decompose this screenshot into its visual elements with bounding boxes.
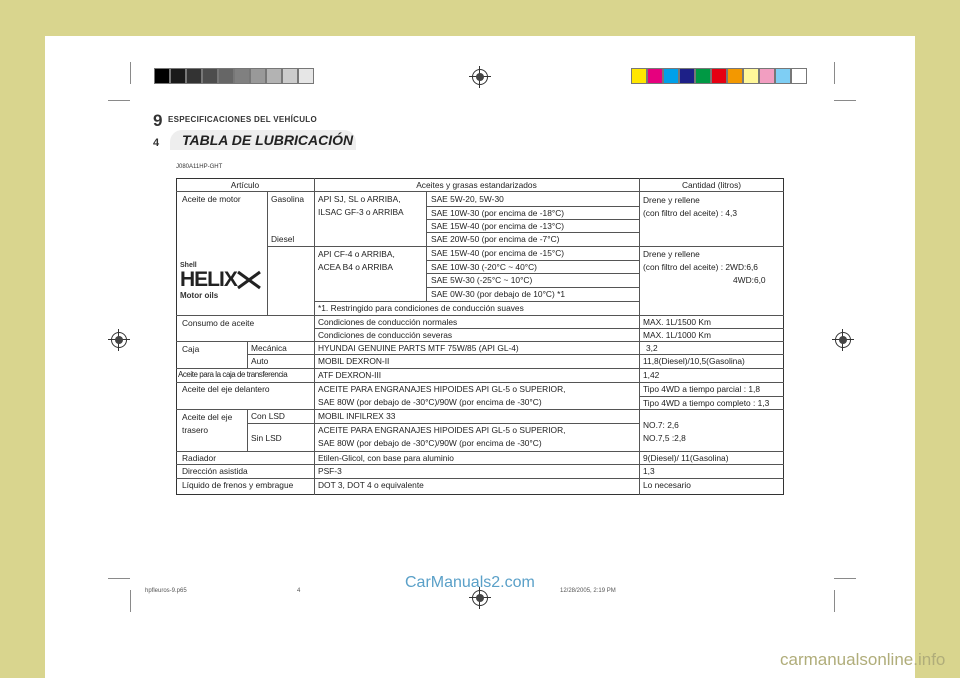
watermark: CarManuals2.com: [405, 574, 535, 591]
watermark: carmanualsonline.info: [780, 650, 946, 669]
engine-gas-quantity: (con filtro del aceite) : 4,3: [643, 208, 738, 218]
registration-mark-icon: [469, 66, 491, 88]
rear-axle-label: trasero: [182, 425, 209, 435]
gray-swatch: [267, 69, 281, 83]
crop-mark: [834, 590, 835, 612]
transmission-label: Caja: [182, 344, 200, 354]
power-steering-spec: PSF-3: [318, 466, 342, 476]
front-axle-qty: Tipo 4WD a tiempo completo : 1,3: [643, 398, 770, 408]
gray-swatch: [251, 69, 265, 83]
brake-fluid-label: Líquido de frenos y embrague: [182, 480, 294, 490]
engine-oil-label: Aceite de motor: [182, 194, 241, 204]
gasoline-grade: SAE 20W-50 (por encima de -7°C): [431, 234, 560, 244]
engine-diesel-quantity: (con filtro del aceite) : 2WD:6,6: [643, 262, 758, 272]
color-swatch: [760, 69, 774, 83]
color-swatch: [648, 69, 662, 83]
transfer-case-spec: ATF DEXRON-III: [318, 370, 382, 380]
footer-date: 12/28/2005, 2:19 PM: [560, 588, 616, 594]
color-swatch: [776, 69, 790, 83]
rear-axle-qty: NO.7: 2,6: [643, 420, 679, 430]
engine-diesel-quantity: Drene y rellene: [643, 249, 700, 259]
auto-label: Auto: [251, 356, 269, 366]
front-axle-label: Aceite del eje delantero: [182, 384, 270, 394]
footer-page: 4: [297, 588, 301, 594]
rear-axle-qty: NO.7,5 :2,8: [643, 433, 686, 443]
helix-swoosh-icon: [236, 270, 262, 290]
logo-subtitle: Motor oils: [180, 291, 219, 300]
power-steering-label: Dirección asistida: [182, 466, 248, 476]
gray-swatch: [219, 69, 233, 83]
gasoline-spec: ILSAC GF-3 o ARRIBA: [318, 207, 404, 217]
auto-qty: 11,8(Diesel)/10,5(Gasolina): [643, 356, 745, 366]
column-divider: [267, 191, 268, 315]
section-number: 9: [153, 111, 163, 130]
color-swatch: [712, 69, 726, 83]
crop-mark: [834, 62, 835, 84]
color-swatch: [744, 69, 758, 83]
registration-mark-icon: [108, 329, 130, 351]
manual-spec: HYUNDAI GENUINE PARTS MTF 75W/85 (API GL-4): [318, 343, 519, 353]
diesel-grade: SAE 5W-30 (-25°C ~ 10°C): [431, 275, 533, 285]
gray-swatch: [283, 69, 297, 83]
without-lsd-label: Sin LSD: [251, 433, 282, 443]
crop-mark: [108, 578, 130, 579]
color-swatch: [632, 69, 646, 83]
oil-consumption-label: Consumo de aceite: [182, 318, 255, 328]
with-lsd-spec: MOBIL INFILREX 33: [318, 411, 396, 421]
color-swatch: [680, 69, 694, 83]
gray-swatch: [299, 69, 313, 83]
header-articulo: Artículo: [230, 180, 260, 190]
radiator-qty: 9(Diesel)/ 11(Gasolina): [643, 453, 729, 463]
front-axle-spec: ACEITE PARA ENGRANAJES HIPOIDES API GL-5 o SUPERIOR,: [318, 384, 566, 394]
oil-consumption-severe-qty: MAX. 1L/1000 Km: [643, 330, 711, 340]
engine-gas-quantity: Drene y rellene: [643, 195, 700, 205]
diesel-grade: SAE 0W-30 (por debajo de 10°C) *1: [431, 289, 566, 299]
front-axle-qty: Tipo 4WD a tiempo parcial : 1,8: [643, 384, 760, 394]
document-code: J080A11HP-GHT: [176, 164, 223, 170]
radiator-spec: Etilen-Glicol, con base para aluminio: [318, 453, 454, 463]
row-divider: [176, 191, 784, 192]
color-swatch: [664, 69, 678, 83]
page-number: 4: [153, 137, 160, 149]
with-lsd-label: Con LSD: [251, 411, 285, 421]
section-title: ESPECIFICACIONES DEL VEHÍCULO: [168, 115, 318, 124]
crop-mark: [834, 100, 856, 101]
power-steering-qty: 1,3: [643, 466, 655, 476]
header-cantidad: Cantidad (litros): [681, 180, 742, 190]
column-divider: [247, 409, 248, 451]
oil-consumption-normal: Condiciones de conducción normales: [318, 317, 458, 327]
transfer-case-qty: 1,42: [643, 370, 660, 380]
auto-spec: MOBIL DEXRON-II: [318, 356, 390, 366]
brake-fluid-qty: Lo necesario: [643, 480, 691, 490]
logo-brand: Shell: [180, 262, 197, 269]
transfer-case-label: Aceite para la caja de transferencia: [178, 370, 288, 379]
column-divider: [639, 178, 640, 495]
front-axle-spec: SAE 80W (por debajo de -30°C)/90W (por encima de -30°C): [318, 397, 542, 407]
oil-consumption-severe: Condiciones de conducción severas: [318, 330, 453, 340]
logo-product: HELIX: [180, 268, 237, 291]
crop-mark: [130, 590, 131, 612]
brake-fluid-spec: DOT 3, DOT 4 o equivalente: [318, 480, 424, 490]
gasoline-grade: SAE 5W-20, 5W-30: [431, 194, 504, 204]
gasoline-grade: SAE 15W-40 (por encima de -13°C): [431, 221, 565, 231]
row-divider: [176, 464, 784, 465]
gasoline-label: Gasolina: [271, 194, 305, 204]
footer-file: hpfleuros-9.p65: [145, 588, 187, 594]
diesel-spec: API CF-4 o ARRIBA,: [318, 249, 395, 259]
diesel-spec: ACEA B4 o ARRIBA: [318, 262, 393, 272]
shell-helix-logo: [180, 262, 264, 302]
table-title-tab: TABLA DE LUBRICACIÓN: [170, 130, 356, 150]
column-divider: [314, 178, 315, 495]
gray-swatch: [171, 69, 185, 83]
diesel-grade: SAE 10W-30 (-20°C ~ 40°C): [431, 262, 537, 272]
gray-swatch: [203, 69, 217, 83]
gasoline-grade: SAE 10W-30 (por encima de -18°C): [431, 208, 565, 218]
without-lsd-spec: SAE 80W (por debajo de -30°C)/90W (por encima de -30°C): [318, 438, 542, 448]
registration-mark-icon: [832, 329, 854, 351]
crop-mark: [834, 578, 856, 579]
diesel-grade: SAE 15W-40 (por encima de -15°C): [431, 248, 565, 258]
crop-mark: [130, 62, 131, 84]
gasoline-spec: API SJ, SL o ARRIBA,: [318, 194, 401, 204]
gray-swatch: [187, 69, 201, 83]
header-aceites: Aceites y grasas estandarizados: [416, 180, 537, 190]
color-swatch: [728, 69, 742, 83]
oil-consumption-normal-qty: MAX. 1L/1500 Km: [643, 317, 711, 327]
engine-note: *1. Restringido para condiciones de conducción suaves: [318, 303, 524, 313]
rear-axle-label: Aceite del eje: [182, 412, 233, 422]
engine-diesel-quantity: 4WD:6,0: [733, 275, 766, 285]
color-swatch: [696, 69, 710, 83]
gray-swatch: [235, 69, 249, 83]
manual-qty: 3,2: [646, 343, 658, 353]
crop-mark: [108, 100, 130, 101]
diesel-label: Diesel: [271, 234, 295, 244]
gray-swatch: [155, 69, 169, 83]
radiator-label: Radiador: [182, 453, 216, 463]
without-lsd-spec: ACEITE PARA ENGRANAJES HIPOIDES API GL-5 o SUPERIOR,: [318, 425, 566, 435]
color-swatch: [792, 69, 806, 83]
manual-label: Mecánica: [251, 343, 287, 353]
